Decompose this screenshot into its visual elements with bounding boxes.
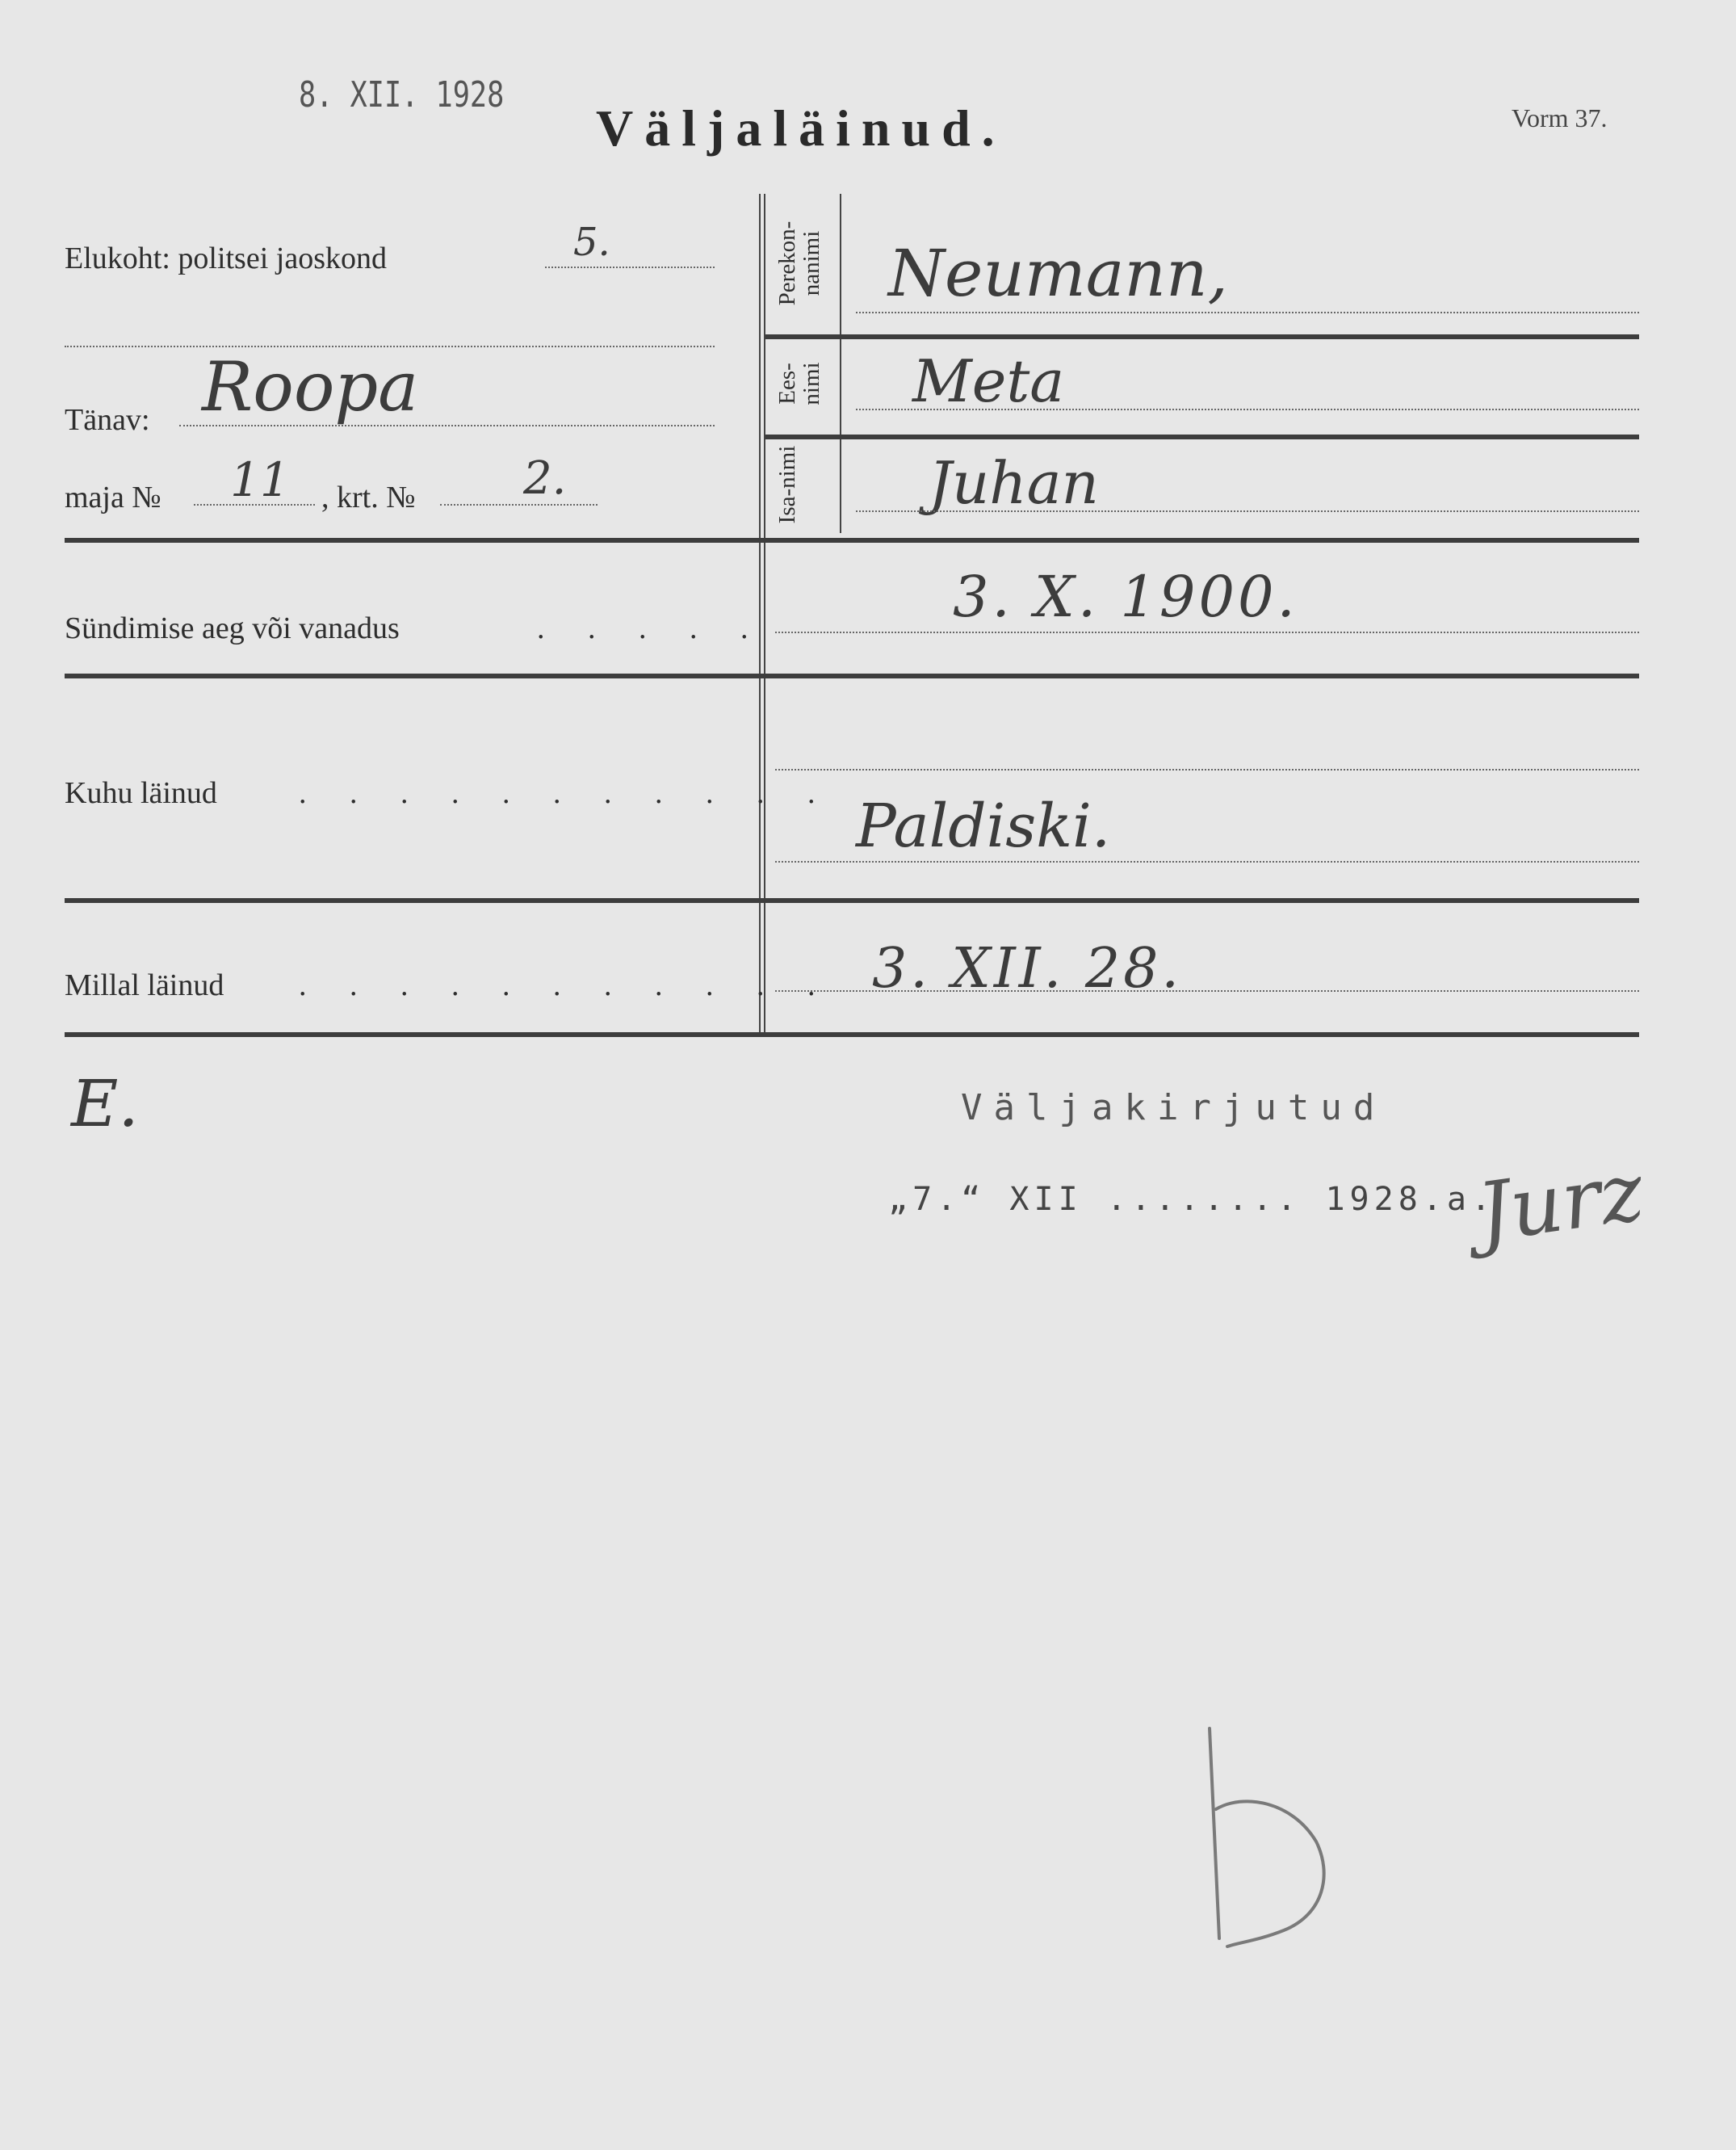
form-title: Väljaläinud. — [596, 99, 1006, 157]
departure-line — [775, 990, 1639, 992]
rule-1 — [65, 538, 1639, 543]
house-label: maja № — [65, 481, 161, 514]
surname-line — [856, 312, 1639, 313]
surname-label: Perekon-nanimi — [774, 220, 825, 306]
birth-line — [775, 632, 1639, 633]
form-number: Vorm 37. — [1512, 103, 1608, 132]
pencil-mark — [1195, 1712, 1357, 1963]
margin-mark: E. — [71, 1066, 139, 1141]
residence-label: Elukoht: politsei jaoskond — [65, 241, 387, 275]
street-value: Roopa — [202, 347, 419, 426]
firstname-line — [856, 409, 1639, 410]
apartment-line — [440, 504, 598, 506]
birth-label: Sündimise aeg või vanadus — [65, 611, 400, 645]
destination-line-1 — [775, 769, 1639, 771]
rule-2 — [65, 674, 1639, 678]
birth-leader: . . . . . — [537, 611, 766, 645]
destination-value: Paldiski. — [856, 792, 1111, 861]
stamp-date: „7.“ XII ........ 1928.a. — [888, 1181, 1496, 1218]
date-stamp: 8. XII. 1928 — [299, 74, 505, 115]
fathername-value: Juhan — [929, 449, 1099, 517]
destination-label: Kuhu läinud — [65, 776, 217, 810]
fathername-line — [856, 510, 1639, 512]
apartment-label: , krt. № — [321, 481, 416, 514]
destination-line-2 — [775, 861, 1639, 863]
apartment-value: 2. — [523, 452, 567, 505]
signature: Jurz — [1471, 1144, 1650, 1261]
firstname-value: Meta — [912, 347, 1065, 415]
departure-label: Millal läinud — [65, 968, 224, 1002]
birth-value: 3. X. 1900. — [953, 564, 1298, 630]
firstname-rule — [765, 435, 1639, 439]
surname-rule — [765, 334, 1639, 339]
firstname-label: Ees-nimi — [774, 362, 825, 405]
house-value: 11 — [230, 452, 290, 507]
surname-value: Neumann, — [888, 236, 1228, 311]
departure-value: 3. XII. 28. — [872, 937, 1182, 1001]
residence-value: 5. — [573, 220, 610, 265]
destination-leader: . . . . . . . . . . . — [299, 776, 833, 810]
residence-line — [545, 267, 715, 268]
departure-leader: . . . . . . . . . . . — [299, 968, 833, 1002]
label-column-divider — [840, 194, 841, 533]
fathername-label: Isa-nimi — [774, 445, 800, 524]
rule-4 — [65, 1032, 1639, 1037]
street-label: Tänav: — [65, 403, 150, 437]
rule-3 — [65, 898, 1639, 903]
stamp-title: Väljakirjutud — [961, 1087, 1386, 1128]
